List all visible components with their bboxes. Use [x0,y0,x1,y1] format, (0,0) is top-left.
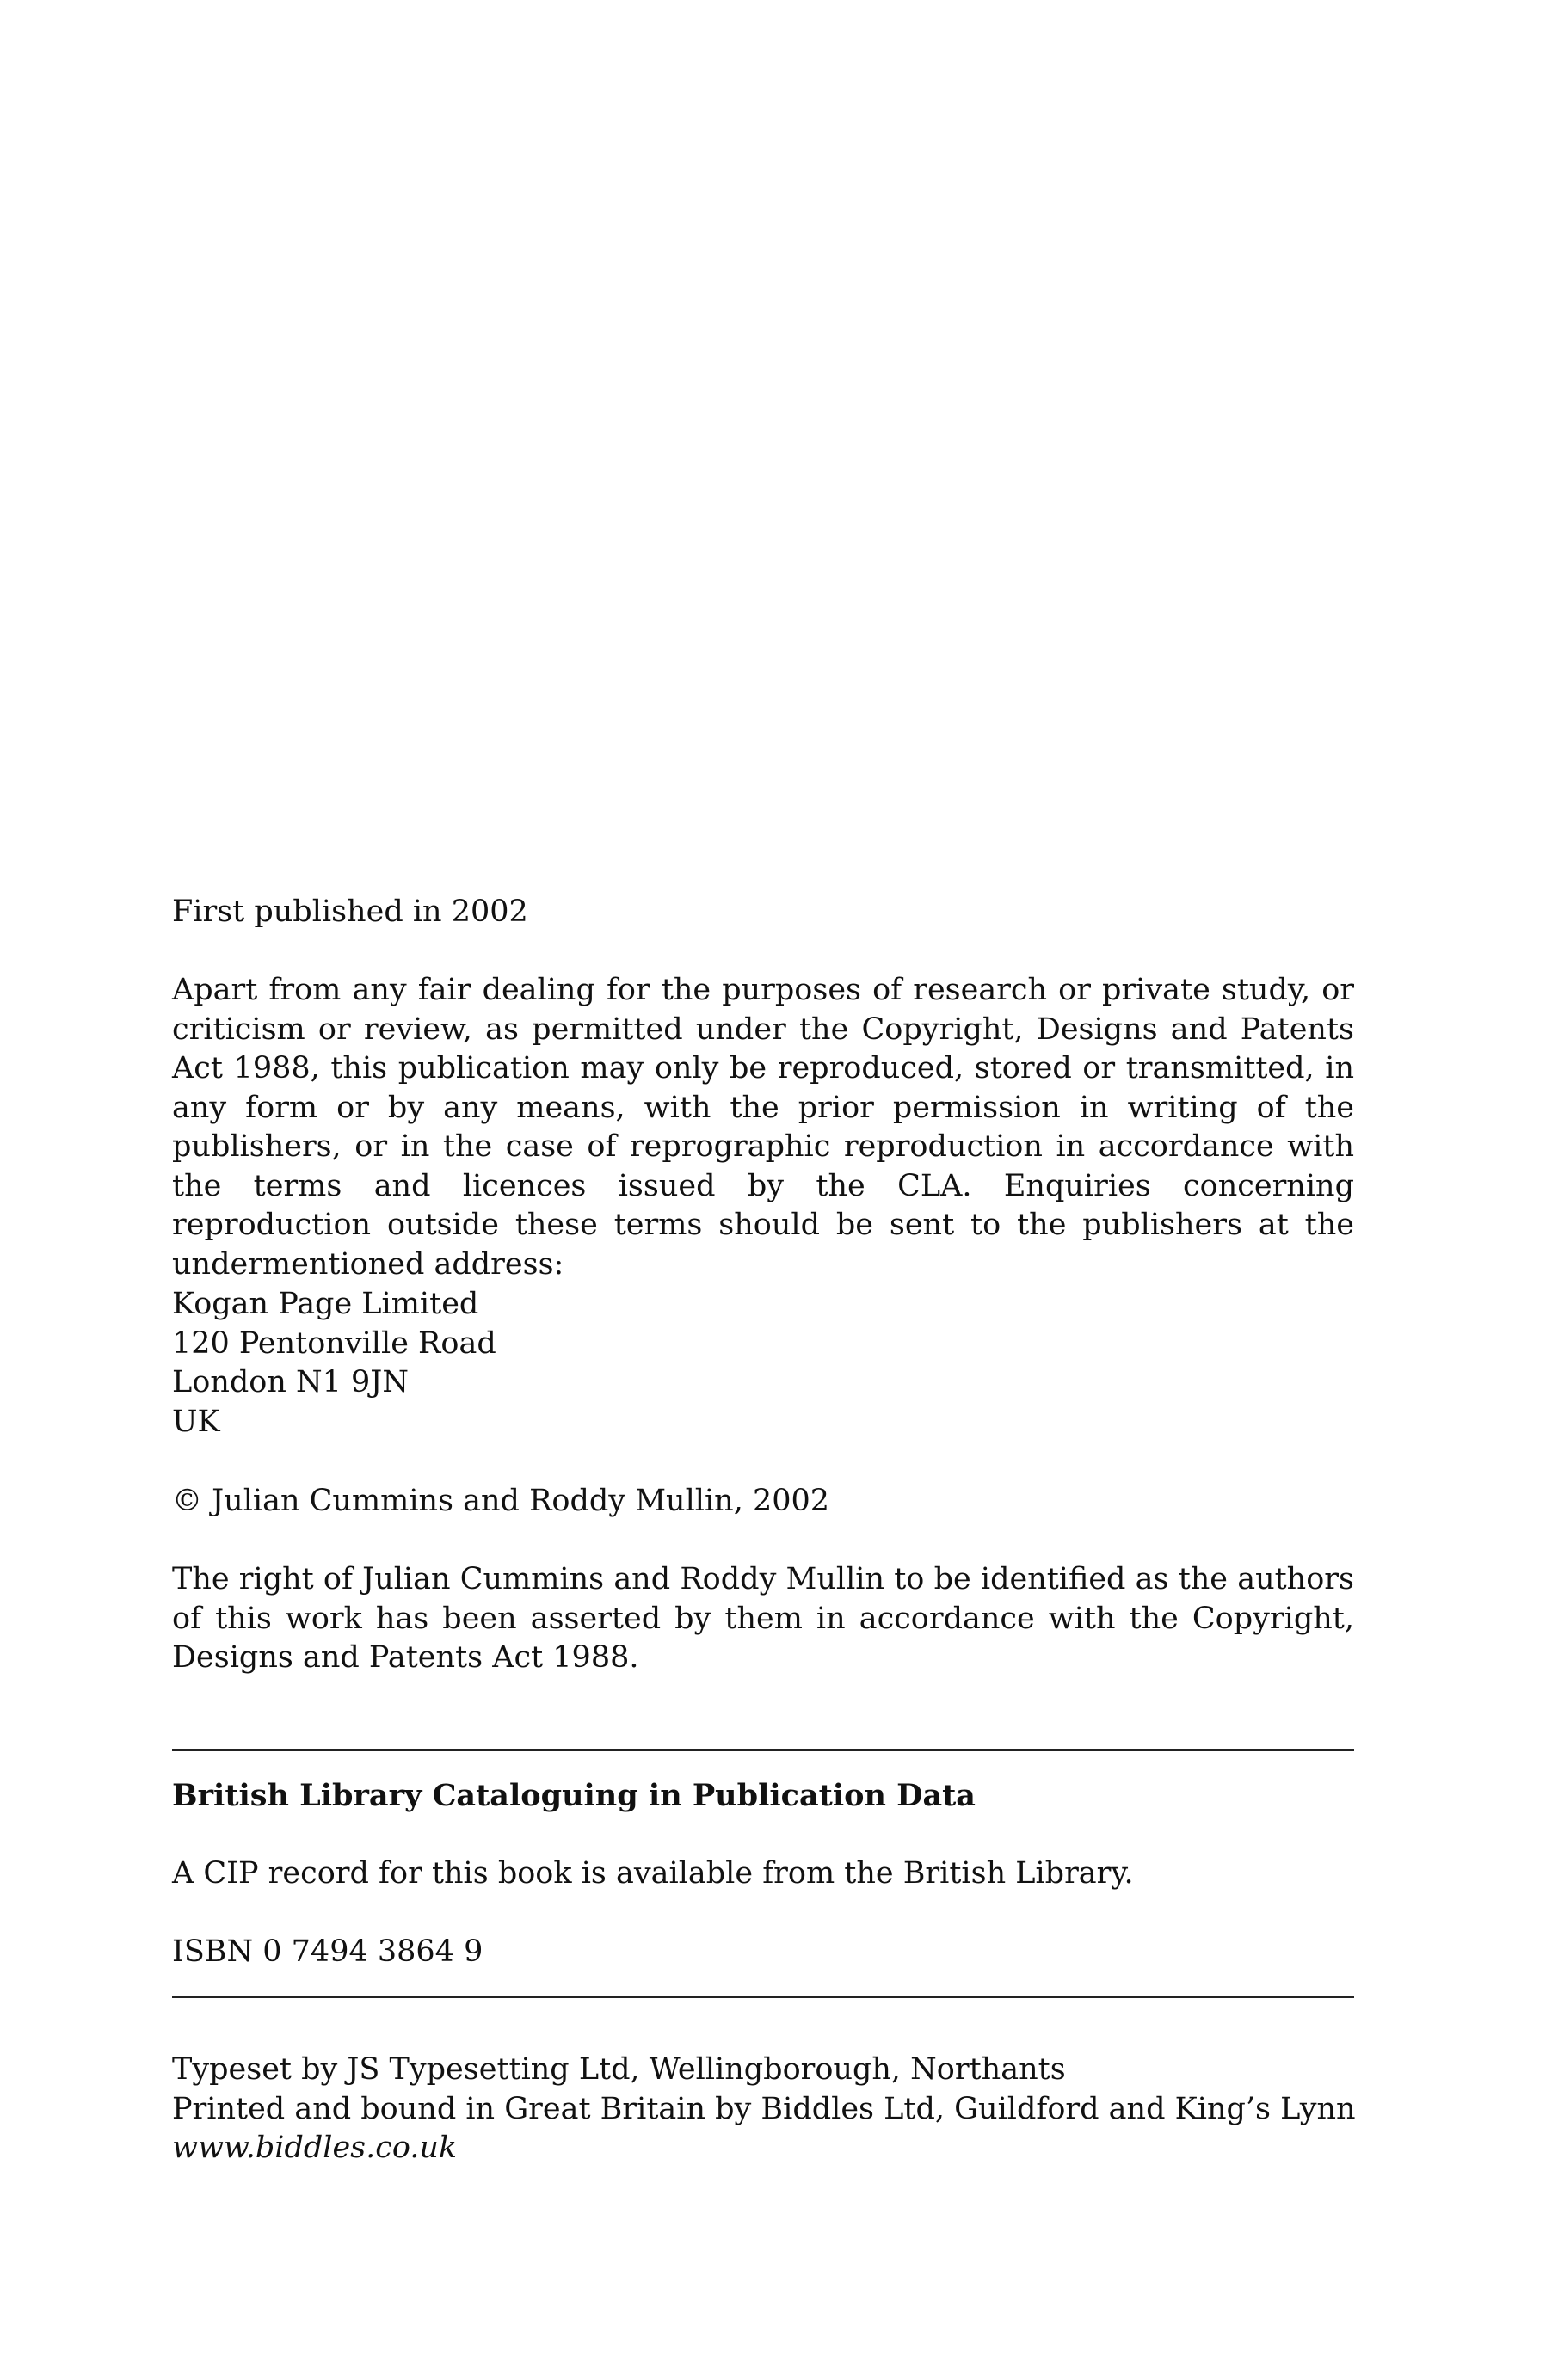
bottom-divider-rule [172,1996,1354,1998]
printer-credit: Printed and bound in Great Britain by Biddles Ltd, Guildford and King’s Lynn [172,2091,1356,2126]
address-line-city: London N1 9JN [172,1365,409,1399]
copyright-notice-paragraph: Apart from any fair dealing for the purposes of research or private study, or criticism or review, as permitted under the Copyright, Designs and Patents Act 1988, this publication may only be reproduced, stored or transmitted, in any form or by any means, with the prior permission in writing of the publishers, or in the case of reprographic reproduction in accordance with the terms and licences issued by the CLA. Enquiries concerning reproduction outside these terms should be sent to the publishers at the undermentioned address: [172,973,1354,1282]
typeset-credit: Typeset by JS Typesetting Ltd, Wellingborough, Northants [172,2052,1066,2087]
printer-website: www.biddles.co.uk [172,2131,458,2165]
address-line-company: Kogan Page Limited [172,1287,479,1321]
production-credits [172,2051,1354,2168]
cip-heading: British Library Cataloguing in Publication Data [172,1778,976,1813]
address-line-street: 120 Pentonville Road [172,1325,496,1361]
address-line-country: UK [172,1404,220,1439]
moral-rights-paragraph: The right of Julian Cummins and Roddy Mullin to be identified as the authors of this work has been asserted by them in accordance with the Copyright, Designs and Patents Act 1988. [172,1562,1354,1675]
publisher-address [172,1285,1354,1442]
top-divider-rule [172,1749,1354,1751]
copyright-holders-line: © Julian Cummins and Roddy Mullin, 2002 [172,1484,830,1518]
cip-record-line: A CIP record for this book is available from the British Library. [172,1856,1134,1891]
first-published-line: First published in 2002 [172,895,528,929]
isbn-line: ISBN 0 7494 3864 9 [172,1934,483,1969]
